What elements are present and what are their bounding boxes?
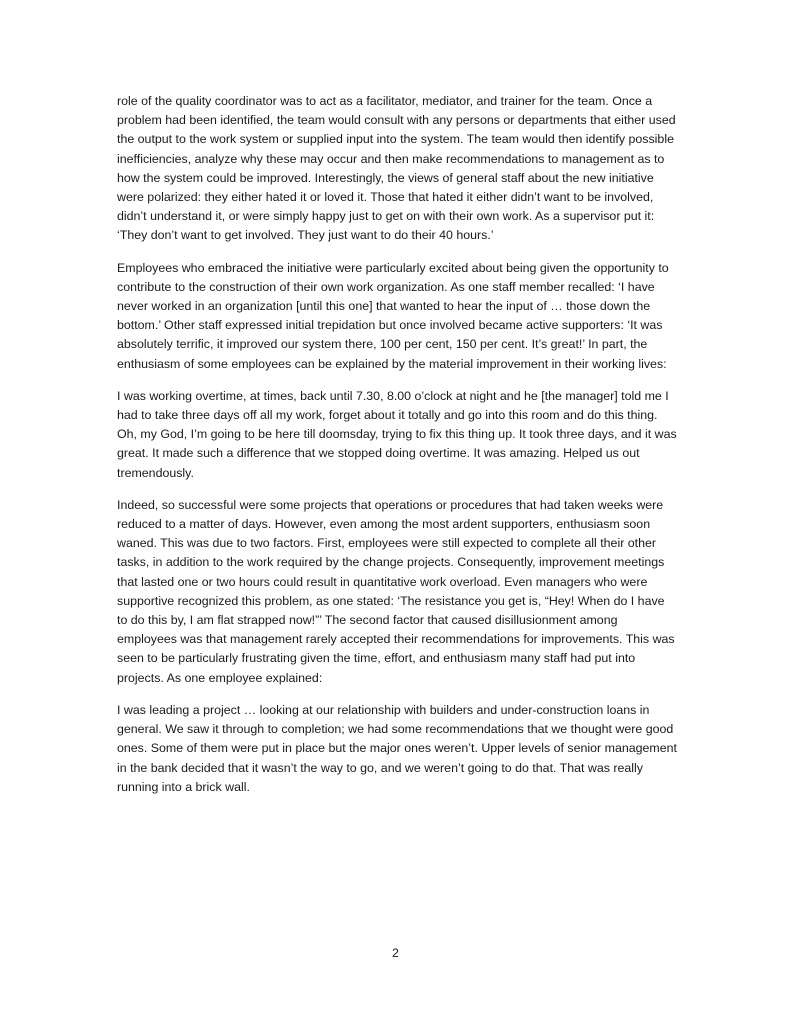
paragraph-3: Indeed, so successful were some projects that operations or procedures that had taken weeks were reduced to a matter of days. However, even among the most ardent supporters, enthusiasm soon waned. This was due to two factors. First, employees were still expected to complete all their other tasks, in addition to the work required by the change projects. Consequently, improvement meetings that lasted one or two hours could result in quantitative work overload. Even managers who were supportive recognized this problem, as one stated: ‘The resistance you get is, “Hey! When do I have to do this by, I am flat strapped now!”’ The second factor that caused disillusionment among employees was that management rarely accepted their recommendations for improvements. This was seen to be particularly frustrating given the time, effort, and enthusiasm many staff had put into projects. As one employee explained: bbox=[117, 497, 675, 685]
block-quote-1: I was working overtime, at times, back until 7.30, 8.00 o’clock at night and he [the manager] told me I had to take three days off all my work, forget about it totally and go into this room and do this thing. Oh, my God, I’m going to be here till doomsday, trying to fix this thing up. It took three days, and it was great. It made such a difference that we stopped doing overtime. It was amazing. Helped us out tremendously. bbox=[117, 388, 677, 480]
paragraph-2: Employees who embraced the initiative were particularly excited about being given the opportunity to contribute to the construction of their own work organization. As one staff member recalled: ‘I have never worked in an organization [until this one] that wanted to hear the input of … those down the bottom.’ Other staff expressed initial trepidation but once involved became active supporters: ‘It was absolutely terrific, it improved our system there, 100 per cent, 150 per cent. It’s great!’ In part, the enthusiasm of some employees can be explained by the material improvement in their working lives: bbox=[117, 260, 669, 371]
document-body bbox=[117, 92, 677, 810]
block-quote-2: I was leading a project … looking at our relationship with builders and under-construction loans in general. We saw it through to completion; we had some recommendations that we thought were good ones. Some of them were put in place but the major ones weren’t. Upper levels of senior management in the bank decided that it wasn’t the way to go, and we weren’t going to do that. That was really running into a brick wall. bbox=[117, 702, 677, 794]
page-number: 2 bbox=[392, 946, 399, 960]
paragraph-1: role of the quality coordinator was to act as a facilitator, mediator, and trainer for the team. Once a problem had been identified, the team would consult with any persons or departments that either used the output to the work system or supplied input into the system. The team would then identify possible inefficiencies, analyze why these may occur and then make recommendations to management as to how the system could be improved. Interestingly, the views of general staff about the new initiative were polarized: they either hated it or loved it. Those that hated it either didn’t want to be involved, didn’t understand it, or were simply happy just to get on with their own work. As a supervisor put it: ‘They don’t want to get involved. They just want to do their 40 hours.’ bbox=[117, 94, 676, 243]
